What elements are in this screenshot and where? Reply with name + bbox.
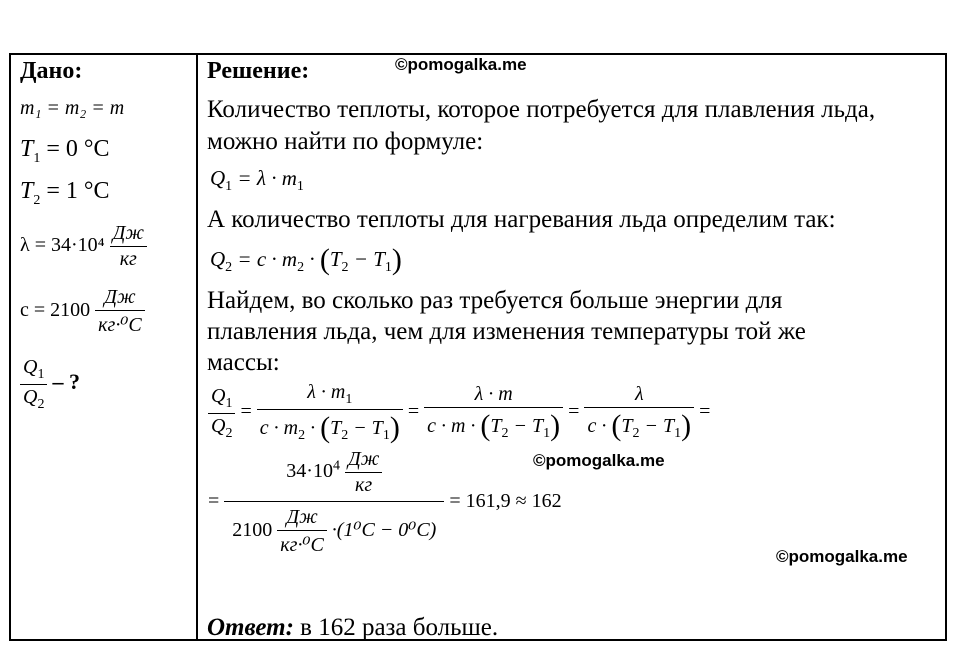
- ratio-chain: $\frac{Q_1}{Q_2}$ = $\frac{\lambda \cdot m_1}{c \cdot m_2 \cdot (T_2 - T_1)}$ = $\frac{\lambda \cdot m}{c \cdot m \cdot (T_2 - T_1)}$ = $\frac{\lambda}{c \cdot (T_2 - T_1)}$ =: [208, 381, 710, 445]
- answer-label: Ответ:: [207, 614, 294, 641]
- c-unit-denominator: кг·⁰C: [98, 314, 142, 336]
- paragraph-3-line-3: массы:: [207, 349, 280, 376]
- den-coef: 2100: [232, 519, 273, 542]
- watermark: ©pomogalka.me: [395, 55, 527, 74]
- num-exp: 4: [332, 458, 340, 474]
- paragraph-1-line-2: можно найти по формуле:: [207, 128, 484, 155]
- paragraph-3-line-2: плавления льда, чем для изменения температуры той же: [207, 318, 806, 345]
- find-mark: – ?: [52, 369, 80, 395]
- t1-value: = 0 °C: [46, 136, 110, 162]
- den-temp: ·(1⁰C − 0⁰C): [331, 519, 437, 542]
- solution-header: Решение:: [207, 58, 310, 84]
- given-c: [20, 286, 145, 337]
- c-coef: c = 2100: [20, 299, 91, 322]
- given-masses: m₁ = m₂ = m: [20, 97, 125, 119]
- unit-denominator: кг: [119, 248, 137, 270]
- given-lambda: [20, 222, 147, 271]
- paragraph-2: А количество теплоты для нагревания льда определим так:: [207, 206, 836, 233]
- given-header: Дано:: [20, 58, 83, 84]
- given-t1: $T_1 = 0$ °C: [20, 136, 110, 166]
- given-find: $\frac{Q_1}{Q_2}$ – ?: [20, 356, 80, 413]
- unit-numerator: Дж: [110, 222, 147, 247]
- paragraph-1-line-1: Количество теплоты, которое потребуется для плавления льда,: [207, 96, 876, 123]
- numeric-result: = 161,9 ≈ 162: [449, 490, 562, 513]
- watermark: ©pomogalka.me: [533, 451, 665, 470]
- formula-q2: $Q_2 = c \cdot m_2 \cdot (T_2 - T_1)$: [210, 243, 402, 276]
- watermark: ©pomogalka.me: [776, 547, 908, 566]
- c-unit-numerator: Дж: [95, 286, 145, 311]
- numeric-evaluation: = $34\cdot 10^4$ $\frac{Дж}{кг}$ 2100 $\frac{Дж}{\text{кг·⁰C}}$ ·(1⁰C − 0⁰C) = 161,9 ≈ 162: [208, 448, 562, 556]
- num-coef: 34·10: [286, 460, 333, 483]
- column-divider: [196, 53, 198, 641]
- answer: [207, 612, 498, 644]
- answer-text: в 162 раза больше.: [300, 614, 499, 641]
- lambda-coef: λ = 34·10⁴: [20, 234, 105, 257]
- t2-value: = 1 °C: [46, 178, 110, 204]
- formula-q1: $Q_1 = \lambda \cdot m_1$: [210, 166, 304, 195]
- given-t2: $T_2 = 1$ °C: [20, 178, 110, 208]
- paragraph-3-line-1: Найдем, во сколько раз требуется больше энергии для: [207, 287, 783, 314]
